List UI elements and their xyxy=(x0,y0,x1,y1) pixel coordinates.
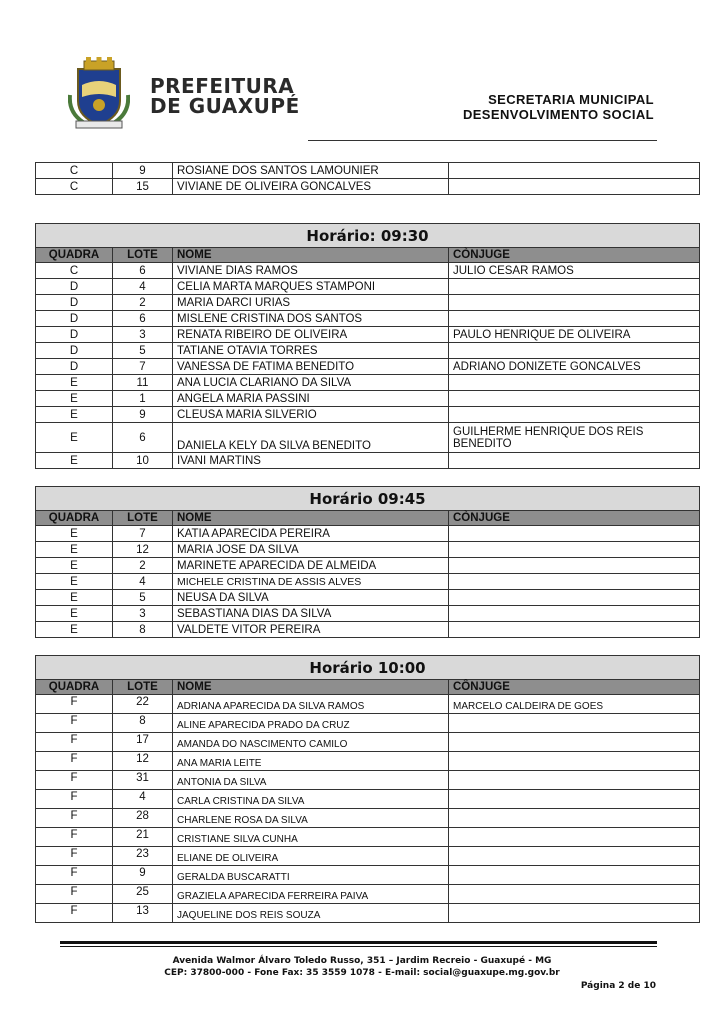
cell-conjuge xyxy=(449,279,700,295)
cell-conjuge: MARCELO CALDEIRA DE GOES xyxy=(449,695,700,714)
cell-nome: VIVIANE DE OLIVEIRA GONCALVES xyxy=(173,179,449,195)
cell-quadra: F xyxy=(36,771,113,790)
cell-lote: 9 xyxy=(113,163,173,179)
schedule-title-0930: Horário: 09:30 xyxy=(36,224,700,248)
cell-conjuge xyxy=(449,407,700,423)
cell-nome: TATIANE OTAVIA TORRES xyxy=(173,343,449,359)
cell-nome: MISLENE CRISTINA DOS SANTOS xyxy=(173,311,449,327)
cell-quadra: E xyxy=(36,558,113,574)
continued-table xyxy=(35,162,700,195)
cell-nome: IVANI MARTINS xyxy=(173,453,449,469)
brand-name xyxy=(150,76,300,116)
cell-nome: KATIA APARECIDA PEREIRA xyxy=(173,526,449,542)
footer-contact: CEP: 37800-000 - Fone Fax: 35 3559 1078 - E-mail: social@guaxupe.mg.gov.br xyxy=(164,968,560,978)
cell-nome: CRISTIANE SILVA CUNHA xyxy=(173,828,449,847)
cell-lote: 3 xyxy=(113,606,173,622)
cell-nome: MARIA DARCI URIAS xyxy=(173,295,449,311)
cell-lote: 7 xyxy=(113,359,173,375)
cell-conjuge xyxy=(449,714,700,733)
cell-quadra: F xyxy=(36,752,113,771)
col-conjuge: CÒNJUGE xyxy=(449,511,700,526)
table-row xyxy=(36,327,700,343)
cell-conjuge xyxy=(449,866,700,885)
table-row xyxy=(36,790,700,809)
cell-quadra: D xyxy=(36,311,113,327)
cell-quadra: E xyxy=(36,622,113,638)
table-row xyxy=(36,391,700,407)
cell-nome: VIVIANE DIAS RAMOS xyxy=(173,263,449,279)
cell-nome: AMANDA DO NASCIMENTO CAMILO xyxy=(173,733,449,752)
cell-conjuge xyxy=(449,904,700,923)
table-row xyxy=(36,847,700,866)
schedule-table-0945 xyxy=(35,486,700,638)
col-quadra: QUADRA xyxy=(36,680,113,695)
cell-nome: RENATA RIBEIRO DE OLIVEIRA xyxy=(173,327,449,343)
cell-quadra: C xyxy=(36,179,113,195)
cell-lote: 28 xyxy=(113,809,173,828)
cell-lote: 6 xyxy=(113,423,173,453)
cell-conjuge xyxy=(449,606,700,622)
cell-nome: ANGELA MARIA PASSINI xyxy=(173,391,449,407)
col-lote: LOTE xyxy=(113,511,173,526)
col-nome: NOME xyxy=(173,248,449,263)
cell-conjuge xyxy=(449,558,700,574)
cell-conjuge xyxy=(449,574,700,590)
cell-nome: MARINETE APARECIDA DE ALMEIDA xyxy=(173,558,449,574)
cell-quadra: E xyxy=(36,574,113,590)
cell-lote: 5 xyxy=(113,590,173,606)
cell-quadra: F xyxy=(36,733,113,752)
cell-lote: 12 xyxy=(113,752,173,771)
table-row xyxy=(36,263,700,279)
cell-quadra: F xyxy=(36,790,113,809)
footer-address: Avenida Walmor Álvaro Toledo Russo, 351 – Jardim Recreio - Guaxupé - MG xyxy=(172,956,552,966)
continued-body xyxy=(36,163,700,195)
cell-conjuge xyxy=(449,590,700,606)
table-row xyxy=(36,542,700,558)
cell-conjuge xyxy=(449,828,700,847)
cell-lote: 4 xyxy=(113,574,173,590)
page-number: Página 2 de 10 xyxy=(580,981,656,991)
cell-nome: DANIELA KELY DA SILVA BENEDITO xyxy=(173,423,449,453)
schedule-body-0930 xyxy=(36,263,700,469)
cell-lote: 5 xyxy=(113,343,173,359)
col-lote: LOTE xyxy=(113,248,173,263)
cell-quadra: E xyxy=(36,407,113,423)
col-conjuge: CÒNJUGE xyxy=(449,248,700,263)
cell-lote: 9 xyxy=(113,866,173,885)
cell-nome: ANTONIA DA SILVA xyxy=(173,771,449,790)
cell-lote: 1 xyxy=(113,391,173,407)
cell-quadra: F xyxy=(36,866,113,885)
cell-nome: GRAZIELA APARECIDA FERREIRA PAIVA xyxy=(173,885,449,904)
cell-lote: 3 xyxy=(113,327,173,343)
cell-conjuge xyxy=(449,752,700,771)
cell-nome: ANA LUCIA CLARIANO DA SILVA xyxy=(173,375,449,391)
col-lote: LOTE xyxy=(113,680,173,695)
cell-conjuge: GUILHERME HENRIQUE DOS REIS BENEDITO xyxy=(449,423,700,453)
table-row xyxy=(36,343,700,359)
cell-quadra: D xyxy=(36,295,113,311)
cell-lote: 8 xyxy=(113,714,173,733)
schedule-body-0945 xyxy=(36,526,700,638)
cell-quadra: F xyxy=(36,828,113,847)
cell-conjuge xyxy=(449,163,700,179)
col-nome: NOME xyxy=(173,511,449,526)
schedule-title-0945: Horário 09:45 xyxy=(36,487,700,511)
table-row xyxy=(36,163,700,179)
cell-conjuge xyxy=(449,179,700,195)
page-header xyxy=(0,0,724,150)
cell-nome: JAQUELINE DOS REIS SOUZA xyxy=(173,904,449,923)
cell-nome: MICHELE CRISTINA DE ASSIS ALVES xyxy=(173,574,449,590)
cell-nome: MARIA JOSE DA SILVA xyxy=(173,542,449,558)
cell-conjuge xyxy=(449,809,700,828)
col-nome: NOME xyxy=(173,680,449,695)
table-row xyxy=(36,526,700,542)
cell-lote: 2 xyxy=(113,558,173,574)
cell-lote: 25 xyxy=(113,885,173,904)
table-row xyxy=(36,752,700,771)
coat-of-arms-icon xyxy=(68,55,130,131)
cell-nome: ADRIANA APARECIDA DA SILVA RAMOS xyxy=(173,695,449,714)
cell-conjuge xyxy=(449,733,700,752)
table-row xyxy=(36,695,700,714)
cell-quadra: F xyxy=(36,885,113,904)
cell-conjuge: PAULO HENRIQUE DE OLIVEIRA xyxy=(449,327,700,343)
cell-nome: CHARLENE ROSA DA SILVA xyxy=(173,809,449,828)
cell-conjuge xyxy=(449,343,700,359)
cell-conjuge xyxy=(449,391,700,407)
cell-nome: VALDETE VITOR PEREIRA xyxy=(173,622,449,638)
cell-quadra: F xyxy=(36,847,113,866)
header-divider xyxy=(308,140,657,141)
secretaria-line-1: SECRETARIA MUNICIPAL xyxy=(488,92,654,107)
table-row xyxy=(36,828,700,847)
table-row xyxy=(36,558,700,574)
cell-conjuge xyxy=(449,375,700,391)
table-row xyxy=(36,359,700,375)
table-row xyxy=(36,375,700,391)
cell-conjuge: JULIO CESAR RAMOS xyxy=(449,263,700,279)
cell-nome: CARLA CRISTINA DA SILVA xyxy=(173,790,449,809)
footer-divider-thick xyxy=(60,941,657,944)
cell-lote: 9 xyxy=(113,407,173,423)
table-row xyxy=(36,606,700,622)
col-conjuge: CÔNJUGE xyxy=(449,680,700,695)
cell-quadra: C xyxy=(36,263,113,279)
footer-divider-thin xyxy=(60,946,657,947)
cell-conjuge xyxy=(449,847,700,866)
cell-conjuge xyxy=(449,295,700,311)
table-row xyxy=(36,809,700,828)
cell-nome: SEBASTIANA DIAS DA SILVA xyxy=(173,606,449,622)
cell-quadra: C xyxy=(36,163,113,179)
cell-quadra: D xyxy=(36,359,113,375)
table-row xyxy=(36,311,700,327)
cell-nome: NEUSA DA SILVA xyxy=(173,590,449,606)
cell-quadra: E xyxy=(36,590,113,606)
cell-quadra: E xyxy=(36,375,113,391)
cell-lote: 4 xyxy=(113,790,173,809)
cell-conjuge xyxy=(449,790,700,809)
cell-quadra: F xyxy=(36,695,113,714)
cell-quadra: E xyxy=(36,606,113,622)
cell-quadra: F xyxy=(36,904,113,923)
cell-lote: 13 xyxy=(113,904,173,923)
schedule-table-0930 xyxy=(35,223,700,469)
cell-quadra: F xyxy=(36,809,113,828)
schedule-table-1000 xyxy=(35,655,700,923)
cell-conjuge xyxy=(449,526,700,542)
secretaria-title xyxy=(463,92,654,122)
cell-lote: 11 xyxy=(113,375,173,391)
cell-nome: ELIANE DE OLIVEIRA xyxy=(173,847,449,866)
table-row xyxy=(36,407,700,423)
cell-nome: VANESSA DE FATIMA BENEDITO xyxy=(173,359,449,375)
cell-lote: 2 xyxy=(113,295,173,311)
schedule-title-1000: Horário 10:00 xyxy=(36,656,700,680)
col-quadra: QUADRA xyxy=(36,248,113,263)
cell-lote: 12 xyxy=(113,542,173,558)
cell-lote: 21 xyxy=(113,828,173,847)
cell-quadra: D xyxy=(36,343,113,359)
table-row xyxy=(36,453,700,469)
cell-quadra: E xyxy=(36,453,113,469)
brand-line-2: DE GUAXUPÉ xyxy=(150,94,300,118)
cell-nome: ALINE APARECIDA PRADO DA CRUZ xyxy=(173,714,449,733)
table-row xyxy=(36,866,700,885)
cell-lote: 6 xyxy=(113,263,173,279)
cell-quadra: D xyxy=(36,327,113,343)
cell-lote: 7 xyxy=(113,526,173,542)
cell-lote: 4 xyxy=(113,279,173,295)
cell-conjuge xyxy=(449,453,700,469)
cell-lote: 23 xyxy=(113,847,173,866)
cell-conjuge xyxy=(449,622,700,638)
cell-lote: 8 xyxy=(113,622,173,638)
cell-lote: 6 xyxy=(113,311,173,327)
cell-lote: 15 xyxy=(113,179,173,195)
cell-nome: ANA MARIA LEITE xyxy=(173,752,449,771)
cell-nome: GERALDA BUSCARATTI xyxy=(173,866,449,885)
table-row xyxy=(36,714,700,733)
table-row xyxy=(36,295,700,311)
cell-quadra: E xyxy=(36,423,113,453)
table-row xyxy=(36,574,700,590)
cell-lote: 17 xyxy=(113,733,173,752)
cell-lote: 31 xyxy=(113,771,173,790)
secretaria-line-2: DESENVOLVIMENTO SOCIAL xyxy=(462,107,654,122)
table-row xyxy=(36,904,700,923)
cell-conjuge: ADRIANO DONIZETE GONCALVES xyxy=(449,359,700,375)
table-row xyxy=(36,590,700,606)
col-quadra: QUADRA xyxy=(36,511,113,526)
cell-quadra: E xyxy=(36,542,113,558)
cell-conjuge xyxy=(449,771,700,790)
brand-line-1: PREFEITURA xyxy=(150,74,295,98)
cell-nome: CLEUSA MARIA SILVERIO xyxy=(173,407,449,423)
cell-conjuge xyxy=(449,885,700,904)
cell-conjuge xyxy=(449,542,700,558)
cell-lote: 22 xyxy=(113,695,173,714)
table-row xyxy=(36,733,700,752)
table-row xyxy=(36,179,700,195)
cell-quadra: D xyxy=(36,279,113,295)
table-row xyxy=(36,885,700,904)
cell-nome: CELIA MARTA MARQUES STAMPONI xyxy=(173,279,449,295)
cell-lote: 10 xyxy=(113,453,173,469)
schedule-body-1000 xyxy=(36,695,700,923)
cell-conjuge xyxy=(449,311,700,327)
prefeitura-logo xyxy=(60,50,310,140)
table-row xyxy=(36,622,700,638)
cell-nome: ROSIANE DOS SANTOS LAMOUNIER xyxy=(173,163,449,179)
table-row xyxy=(36,771,700,790)
table-row xyxy=(36,279,700,295)
table-row xyxy=(36,423,700,453)
cell-quadra: E xyxy=(36,391,113,407)
cell-quadra: E xyxy=(36,526,113,542)
cell-quadra: F xyxy=(36,714,113,733)
